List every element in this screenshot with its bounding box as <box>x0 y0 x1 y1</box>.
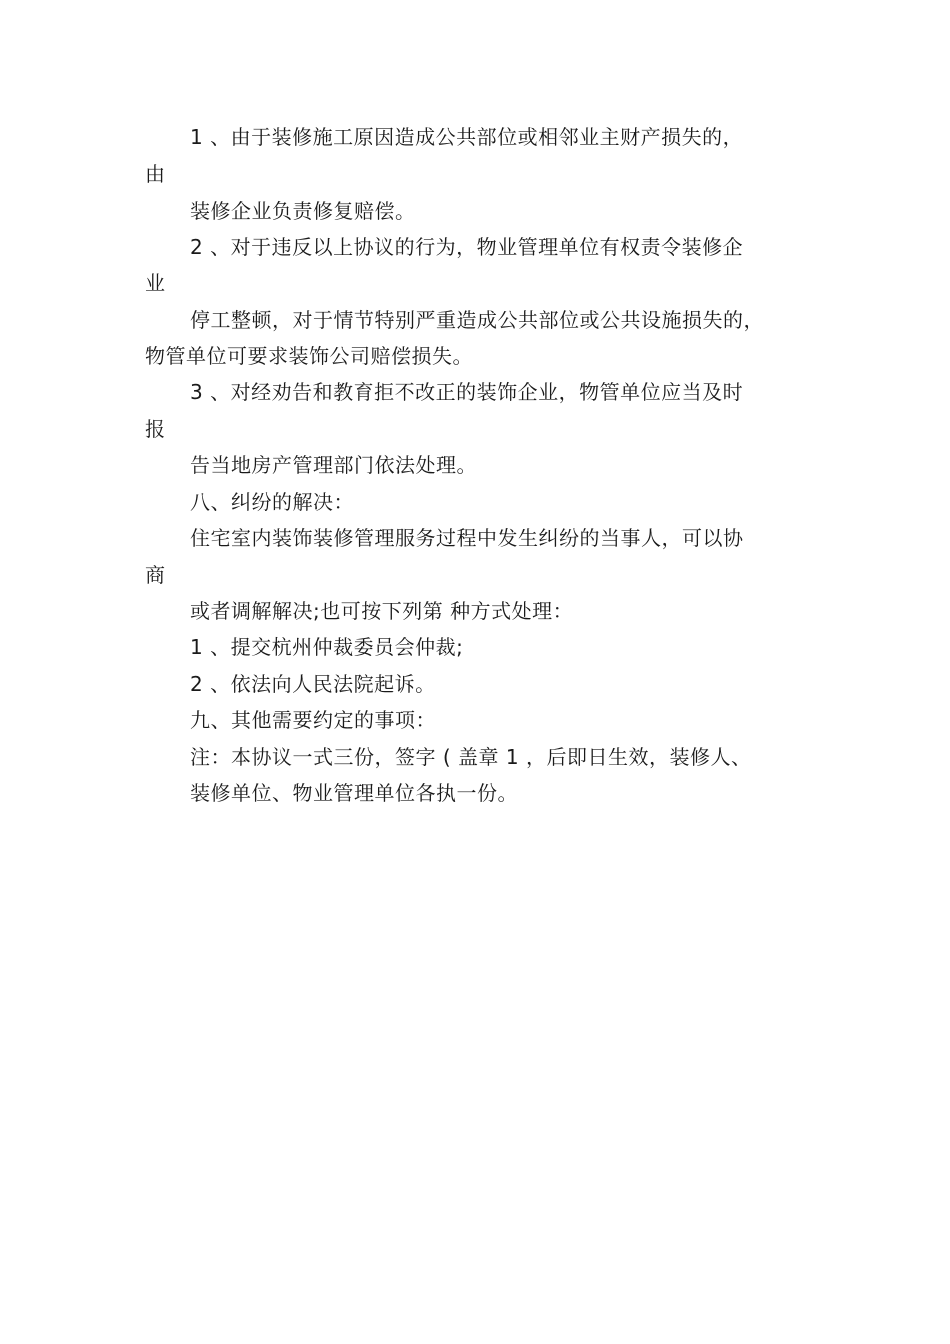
note-line-2: 装修单位、物业管理单位各执一份。 <box>190 781 518 805</box>
clause-1-line-2: 由 <box>145 162 166 186</box>
clause-3-line-3: 告当地房产管理部门依法处理。 <box>190 453 477 477</box>
section-8-para-line-1: 住宅室内装饰装修管理服务过程中发生纠纷的当事人，可以协 <box>190 526 744 550</box>
clause-3-line-2: 报 <box>145 417 166 441</box>
clause-2-line-1: 2 、对于违反以上协议的行为，物业管理单位有权责令装修企 <box>190 235 744 259</box>
clause-1-line-3: 装修企业负责修复赔偿。 <box>190 199 416 223</box>
section-8-para-line-3: 或者调解解决;也可按下列第 种方式处理： <box>190 599 574 623</box>
note-line-1: 注：本协议一式三份，签字 ( 盖章 1 ，后即日生效，装修人、 <box>190 745 752 769</box>
clause-2-line-2: 业 <box>145 271 166 295</box>
section-8-para-line-2: 商 <box>145 563 166 587</box>
clause-2-line-4: 物管单位可要求装饰公司赔偿损失。 <box>145 344 473 368</box>
clause-3-line-1: 3 、对经劝告和教育拒不改正的装饰企业，物管单位应当及时 <box>190 380 744 404</box>
section-9-heading: 九、其他需要约定的事项： <box>190 708 436 732</box>
clause-2-line-3: 停工整顿，对于情节特别严重造成公共部位或公共设施损失的， <box>190 308 764 332</box>
section-8-option-2: 2 、依法向人民法院起诉。 <box>190 672 436 696</box>
section-8-option-1: 1 、提交杭州仲裁委员会仲裁; <box>190 635 464 659</box>
clause-1-line-1: 1 、由于装修施工原因造成公共部位或相邻业主财产损失的， <box>190 125 744 149</box>
section-8-heading: 八、纠纷的解决： <box>190 490 354 514</box>
